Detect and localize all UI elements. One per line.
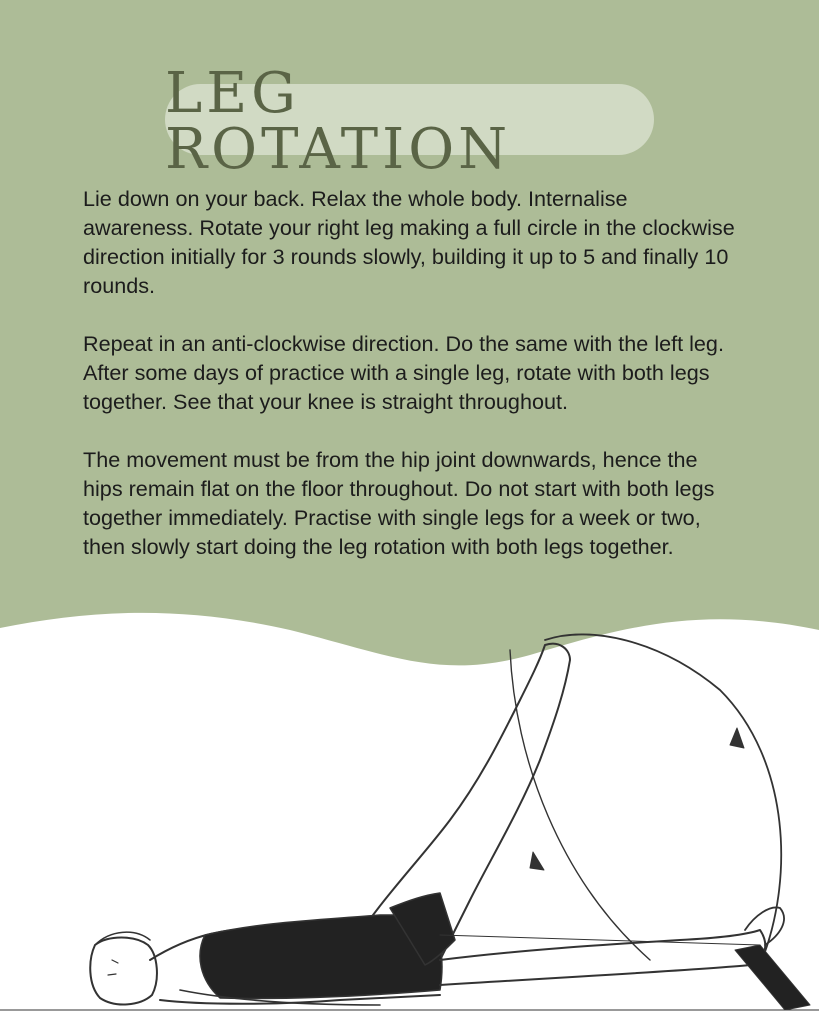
mat-block [735, 945, 810, 1010]
instructions-text [83, 184, 743, 590]
arrow-icon [730, 728, 744, 748]
hair [95, 932, 150, 945]
floor-leg [440, 930, 765, 985]
mat-line [440, 935, 760, 945]
paragraph-3: The movement must be from the hip joint downwards, hence the hips remain flat on the floor throughout. Do not start with both legs together immediately. Practise with single legs for a week or two, then slowly start doing the leg rotation with both legs together. [83, 447, 715, 559]
paragraph-2: Repeat in an anti-clockwise direction. Do the same with the left leg. After some days of practice with a single leg, rotate with both legs together. See that your knee is straight throughout. [83, 331, 724, 414]
rotation-circle-icon [545, 634, 781, 965]
arrow-icon [530, 852, 544, 870]
page-title: LEG ROTATION [165, 60, 512, 182]
paragraph-1: Lie down on your back. Relax the whole body. Internalise awareness. Rotate your right leg making a full circle in the clockwise direction initially for 3 rounds slowly, building it up to 5 and finally 10 rounds. [83, 186, 735, 298]
face-detail [108, 960, 118, 975]
leg-rotation-illustration [0, 600, 819, 1024]
title-pill [165, 60, 654, 182]
inner-arc-icon [510, 650, 650, 960]
head [90, 938, 157, 1005]
raised-leg [345, 644, 570, 960]
